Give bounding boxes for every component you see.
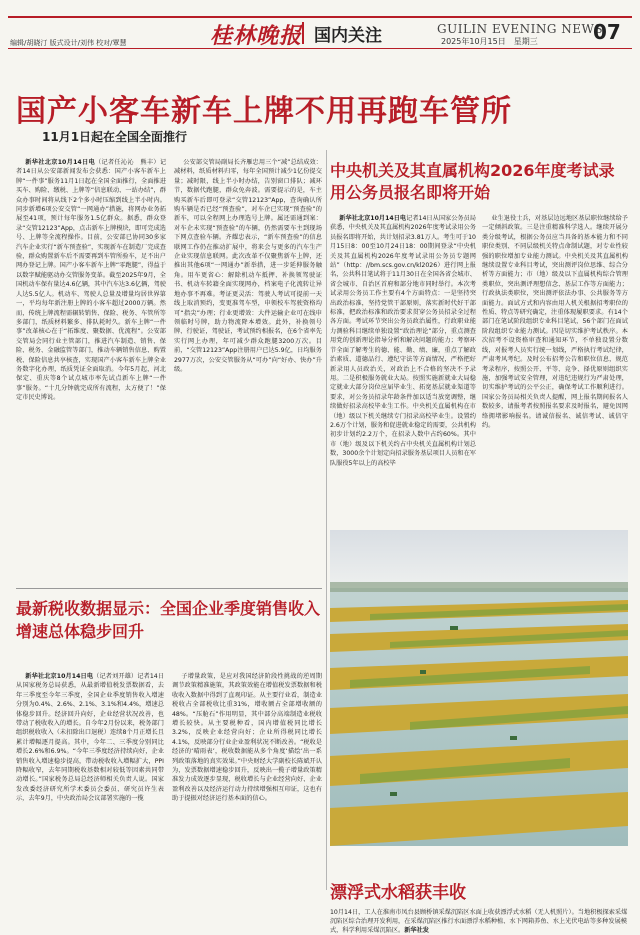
civil-service-body-1: 记者14日从国家公务员局获悉，中央机关及其直属机构2026年度考试录用公务员报名即将开始，共计划招录3.81万人。考生可于10月15日8：00至10月24日18：00期间登录“中央机关及其直属机构2026年度考试录用公务员专题网站”（http：//bm.scs.gov.cn/kl2026）进行网上报名，公共科目笔试将于11月30日在全国各省会城市、省会城市、自治区首府和部分地市同时举行。本次考试录用公务员工作主要有4个方面特点：一是坚持突出政治标准，坚持党管干部原则，落实新时代好干部标准，把政治标准和政治要求贯穿公务员招录全过程各方面。考试环节突出公务员政治属性，行政职业能力测验科目继续单独设置“政治理论”部分，重点测查用党的创新理论指导分析和解决问题的能力；考察环节全面了解考生的德、能、勤、绩、廉，重点了解政治素质、道德品行、遵纪守法等方面情况，严格把好新录用人员政治关，对政治上不合格的坚决不予录用。二是积极服务就业大局。按照实施新就业大局稳定就业大部分岗位应届毕业生、拓宽基层就业渠道等要求，对公务员招录年龄条件加以适当放宽调整，继续做好招录高校毕业生工作。中央机关直属机构在市（地）级以下机关继续专门招录高校毕业生。设置约2.6万个计划，服务和促进就业稳定的需要，公共机构初步计划约2.2万个，在招录人数中占约60%。其中市（地）级及以下机关约占中央机关直属机构计划总数，3000余个计划定向招录服务基层项目人员和在军队服役5年以上的高校毕 xyxy=(330,215,476,467)
civil-service-headline: 中央机关及其直属机构2026年度考试录用公务员报名即将开始 xyxy=(330,161,615,202)
main-dateline: 新华社北京10月14日电 xyxy=(25,159,95,166)
newspaper-english-name: GUILIN EVENING NEWS xyxy=(437,22,604,36)
main-body-2: 公安部交管局副局长齐雁忠用三个“减”总结成效：减材料，纸质材料归零，每年全国预计减少1亿份提交量；减时限，线上半小时办结，告别窗口排队；减环节，数据代跑腿，群众免奔波。需要提示的是，车主购买新车后即可登录“交管12123”App，查询确认所购车辆是否已经“预查验”，对车企已实现“预查验”的新车，可以全程网上办理选号上牌。属还需通到案：对车企未实现“预查验”的车辆，仍然需要车主到现场下网点查验车辆。齐耀忠表示，“新车预查验”的信息联网工作仍在推动扩展中，将来会与更多的汽车生产企业实现信息联网。此次改革不仅聚焦新车上牌，还推出其他6项“一网通办”新举措，进一步延伸服务触角。用车更省心：解除机动车抵押、补换领驾驶证书、机动车转籍全面实现网办，档案电子化流转让异地办事不再难。考证更灵活：驾驶人考试可提前一天线上取消预约，变更准驾车型，申领校车驾驶资格均可“指尖”办理；行业更增效：大件运输企业可在线申领临时号牌，助力物流降本增效。此外，补换领号牌、行驶证，驾驶证，考试预约相报名，在6个省率先实行网上办理，年可减少群众跑腿3200万次。目前，“交管12123”App注册用户已达5.9亿，日均服务2977万次，公安交管服务从“可办”向“好办、快办”升级。 xyxy=(174,159,322,373)
masthead-bottom-rule xyxy=(8,48,632,49)
page-number: 07 xyxy=(593,20,621,44)
tax-byline: （记者刘开雄） xyxy=(93,673,138,680)
main-story-column-1 xyxy=(16,158,166,576)
tax-body-1: 记者14日从国家税务总局获悉，从最新增值税发票数据看，去年三季度至今年三季度，全国企业季度销售收入增速分别为0.4%、2.6%、2.1%、3.1%和4.4%，增速总体稳步回升。经济回升向好，企业经营状况改善，也带动了税收收入的增长。自今年2月份以来，税务部门组织税收收入（未扣除出口退税）连续8个月正增长且累计增幅逐月提高。其中，今年二、三季度分别同比增长2.6%和6.9%。“今年三季度经济持续向好，企业销售收入增速稳步提高，带动税收收入增幅扩大，PPI降幅收窄，去年同期税收基数相对较低等因素共同带动增长。”国家税务总局总经济师相关负责人说。国家发改委经济研究所学术委员会委员、研究员许生表示，去年9月，中央政治局会议部署实施的一揽 xyxy=(16,673,165,803)
tax-story-column-1 xyxy=(16,672,164,920)
main-byline: （记者任沁沁 熊丰） xyxy=(94,159,160,166)
photo-caption xyxy=(330,908,630,935)
photo-headline: 漂浮式水稻获丰收 xyxy=(330,883,466,903)
civil-service-column-2 xyxy=(482,214,628,522)
main-story-column-2 xyxy=(174,158,322,576)
tax-dateline: 新华社北京10月14日电 xyxy=(25,673,94,680)
tax-story-rule xyxy=(16,588,322,589)
masthead-top-rule xyxy=(8,16,632,18)
photo-caption-text: 10月14日，工人在淮南市凤台县顾桥镇采煤沉陷区水面上收获漂浮式水稻（无人机照片）。当地积极探索采煤沉陷区综合治理开发利用，在采煤沉陷区推行水面漂浮水稻种植、水下网箱养鱼、水上光伏电站等多种发展模式，科学利用采煤沉陷区。 xyxy=(330,909,628,934)
tax-story-column-2 xyxy=(172,672,322,920)
civil-service-body-2: 业生退役士兵，对基层边远地区基层职位继续给予一定倾斜政策。三是注重精准科学选人。继续开展分类分级考试，根据公务员应当具备的基本能力和不同职位类别、不同层级机关特点命制试题，对专业性较强的职位增加专业能力测试。中央机关及其直属机构继续设置专业科目考试，突出测评岗位思维、综合分析等方面能力；市（地）级及以下直属机构综合管理类职位，突出测评理想信念、基层工作等方面能力；行政执法类职位，突出测评依法办事、公共服务等方面能力。面试方式和内容由用人机关根据招考职位的性质、特点等研究确定，注重体现履职要求。有14个部门在笔试阶段组织专业科目笔试，56个部门在面试阶段组织专业能力测试。四是切实维护考试秩序。本次招考不设资格审查和通知环节，不单独设置分数线，对报考人员实行统一划线，严格执行考试纪律，严肃考风考纪。及时公布招考公告和职位信息，规范考录程序，按照公开、平等、竞争、择优原则组织实施，加强考试安全管理，对违纪违规行为严肃处理，切实维护考试的公平公正，确保考试工作顺利进行。国家公务员局相关负责人提醒，网上报名期间报名人数较多，请报考者按照报名要求及时报名，避免因网络拥堵影响报名。请诚信报名、诚信考试、诚信守约。 xyxy=(482,215,628,429)
main-headline: 国产小客车新车上牌不用再跑车管所 xyxy=(16,94,512,129)
tax-body-2: 子增量政策，是应对我国经济阶段性挑战的逆周期调节政策精准施策，其政策效能在增值税发票数据和税收收入数据中得到了直观印证。从主要行业看，制造业税收占全部税收比重31%，增收额占全部增收额的48%。“压舱石”作用明显，其中部分高端制造业税收增长较快。从主要税种看，国内增值税同比增长3.2%，反映企业经营向好；企业所得税同比增长4.1%，反映部分行业企业盈利状况不断改善。“税收是经济的‘晴雨表’，税收数据能从多个角度‘描绘’出一系列政策落地的真实效果。”中央财经大学副校长陈斌开认为，发票数据增速稳步回升，反映出一揽子增量政策精准发力成效逐步显现，税收增长与企业经营向好、企业盈利改善以及经济运行动力持续增强相互印证，这也有助于提振对经济运行基本面的信心。 xyxy=(172,673,322,803)
tax-headline: 最新税收数据显示：全国企业季度销售收入增速总体稳步回升 xyxy=(16,599,321,641)
civil-service-column-1 xyxy=(330,214,476,522)
newspaper-logo: 桂林晚报 xyxy=(210,23,303,49)
column-divider xyxy=(326,150,327,890)
masthead-divider xyxy=(302,22,304,44)
rice-field-photo xyxy=(330,530,628,846)
main-body-1: 记者14日从公安部新闻发布会获悉：国产小客车新车上牌“一件事”服务11月1日起在全国全面推行，全面推进买车、购险、缴税、上牌等“信息联动、一站办结”，群众办事时间将从线下2个多小时压缩到线上半小时内。同步新增6项公安交管“一网通办”措施，将网办业务拓展至41项，预计每年服务1.5亿群众。据悉，群众登录“交管12123”App，点击新车上牌模块，即可完成选号、上牌等全流程操作。目前，公安部已协同30多家汽车企业实行“新车预查验”，实现新车在制造厂完成查验，群众购置新车后不需要再到车管所验车，足不出户网办登记上牌。国产小客车新车上牌“零跑腿”，得益于以数字赋能驱动办交管服务变革。截至2025年9月，全国机动车保有量达4.6亿辆，其中汽车达3.6亿辆，驾驶人达5.5亿人。机动车、驾驶人总量及增量均居世界第一，平均每年新注册上牌的小客车超过2000万辆。然而，传统上牌流程需辗转销售、保险、税务、车管所等多部门，纸质材料繁多、排队耗时久。新车上牌“一件事”改革核心在于“拓维度、聚数据、优流程”。公安部交管局会同行业主管部门，推进汽车制造、销售、保险、税务、金融监管等部门，推动车辆销售信息、购置税、保险信息共享核查，实现国产小客车新车上牌全业务数字化办理，纸质凭证全面取消。今年5月起，河北保定、重庆等8个试点城市率先试点新车上牌“一件事”服务。“十几分钟就完成所有流程，太方便了！”保定市民史博说。 xyxy=(16,159,166,402)
rice-field-illustration xyxy=(330,530,628,846)
staff-credits: 编辑/胡晓汀 版式设计/刘伟 校对/覃慧 xyxy=(10,39,127,47)
section-title: 国内关注 xyxy=(314,26,382,46)
photo-credit: 新华社发 xyxy=(404,927,429,934)
issue-date: 2025年10月15日 星期三 xyxy=(441,37,538,46)
civil-service-dateline: 新华社北京10月14日电 xyxy=(339,215,407,222)
main-subheadline: 11月1日起在全国全面推行 xyxy=(42,130,188,144)
